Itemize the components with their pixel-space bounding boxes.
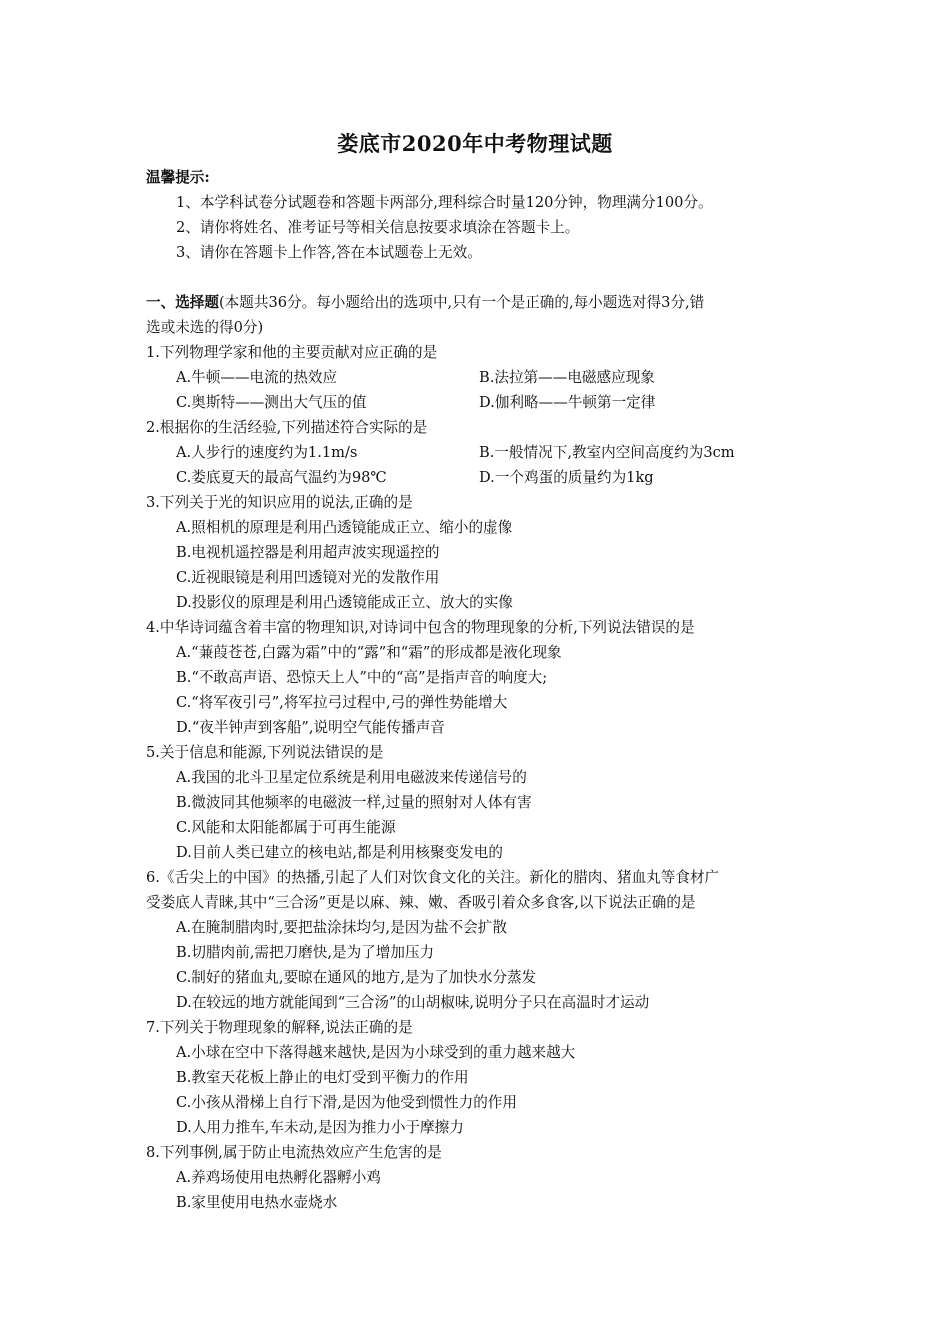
question-6-option-a: A.在腌制腊肉时,要把盐涂抹均匀,是因为盐不会扩散 [176, 919, 507, 936]
question-3-option-c: C.近视眼镜是利用凹透镜对光的发散作用 [176, 569, 440, 586]
question-4-option-c: C.“将军夜引弓”,将军拉弓过程中,弓的弹性势能增大 [176, 694, 508, 711]
question-1-option-a: A.牛顿——电流的热效应 [176, 369, 338, 386]
question-7-option-d: D.人用力推车,车未动,是因为推力小于摩擦力 [176, 1119, 464, 1136]
question-6-option-b: B.切腊肉前,需把刀磨快,是为了增加压力 [176, 944, 435, 961]
question-2-option-c: C.娄底夏天的最高气温约为98℃ [176, 469, 387, 486]
question-7-option-b: B.教室天花板上静止的电灯受到平衡力的作用 [176, 1069, 469, 1086]
question-6-stem: 6.《舌尖上的中国》的热播,引起了人们对饮食文化的关注。新化的腊肉、猪血丸等食材广 [146, 869, 720, 886]
question-4-option-b: B.“不敢高声语、恐惊天上人”中的“高”是指声音的响度大; [176, 669, 548, 686]
question-3-stem: 3.下列关于光的知识应用的说法,正确的是 [146, 494, 413, 511]
question-3-option-a: A.照相机的原理是利用凸透镜能成正立、缩小的虚像 [176, 519, 513, 536]
section1-header [146, 293, 704, 313]
question-8-option-a: A.养鸡场使用电热孵化器孵小鸡 [176, 1169, 381, 1186]
question-5-option-d: D.目前人类已建立的核电站,都是利用核聚变发电的 [176, 844, 503, 861]
question-1-stem: 1.下列物理学家和他的主要贡献对应正确的是 [146, 344, 438, 361]
notice-item-1: 1、本学科试卷分试题卷和答题卡两部分,理科综合时量120分钟，物理满分100分。 [176, 194, 713, 211]
question-4-option-d: D.“夜半钟声到客船”,说明空气能传播声音 [176, 719, 445, 736]
notice-item-3: 3、请你在答题卡上作答,答在本试题卷上无效。 [176, 244, 482, 261]
question-6-stem-cont: 受娄底人青睐,其中“三合汤”更是以麻、辣、嫩、香吸引着众多食客,以下说法正确的是 [146, 894, 696, 911]
question-5-option-b: B.微波同其他频率的电磁波一样,过量的照射对人体有害 [176, 794, 532, 811]
question-1-option-b: B.法拉第——电磁感应现象 [479, 369, 655, 386]
question-7-stem: 7.下列关于物理现象的解释,说法正确的是 [146, 1019, 413, 1036]
question-1-option-d: D.伽利略——牛顿第一定律 [479, 394, 656, 411]
question-2-option-a: A.人步行的速度约为1.1m/s [176, 444, 358, 461]
section1-heading: 一、选择题 [146, 294, 219, 311]
question-2-option-d: D.一个鸡蛋的质量约为1kg [479, 469, 654, 486]
question-4-option-a: A.“蒹葭苍苍,白露为霜”中的“露”和“霜”的形成都是液化现象 [176, 644, 562, 661]
question-7-option-a: A.小球在空中下落得越来越快,是因为小球受到的重力越来越大 [176, 1044, 576, 1061]
question-6-option-c: C.制好的猪血丸,要晾在通风的地方,是为了加快水分蒸发 [176, 969, 537, 986]
question-2-stem: 2.根据你的生活经验,下列描述符合实际的是 [146, 419, 428, 436]
question-5-stem: 5.关于信息和能源,下列说法错误的是 [146, 744, 384, 761]
question-8-stem: 8.下列事例,属于防止电流热效应产生危害的是 [146, 1144, 442, 1161]
page-title: 娄底市2020年中考物理试题 [337, 131, 613, 156]
question-1-option-c: C.奥斯特——测出大气压的值 [176, 394, 367, 411]
notice-heading: 温馨提示: [146, 169, 210, 186]
question-4-stem: 4.中华诗词蕴含着丰富的物理知识,对诗词中包含的物理现象的分析,下列说法错误的是 [146, 619, 695, 636]
question-7-option-c: C.小孩从滑梯上自行下滑,是因为他受到惯性力的作用 [176, 1094, 517, 1111]
question-5-option-c: C.风能和太阳能都属于可再生能源 [176, 819, 396, 836]
section1-desc-cont: 选或未选的得0分) [146, 319, 264, 336]
notice-item-2: 2、请你将姓名、准考证号等相关信息按要求填涂在答题卡上。 [176, 219, 580, 236]
question-3-option-b: B.电视机遥控器是利用超声波实现遥控的 [176, 544, 440, 561]
question-2-option-b: B.一般情况下,教室内空间高度约为3cm [479, 444, 735, 461]
question-8-option-b: B.家里使用电热水壶烧水 [176, 1194, 338, 1211]
section1-desc: (本题共36分。每小题给出的选项中,只有一个是正确的,每小题选对得3分,错 [218, 294, 705, 311]
question-6-option-d: D.在较远的地方就能闻到“三合汤”的山胡椒味,说明分子只在高温时才运动 [176, 994, 650, 1011]
question-3-option-d: D.投影仪的原理是利用凸透镜能成正立、放大的实像 [176, 594, 513, 611]
question-5-option-a: A.我国的北斗卫星定位系统是利用电磁波来传递信号的 [176, 769, 527, 786]
